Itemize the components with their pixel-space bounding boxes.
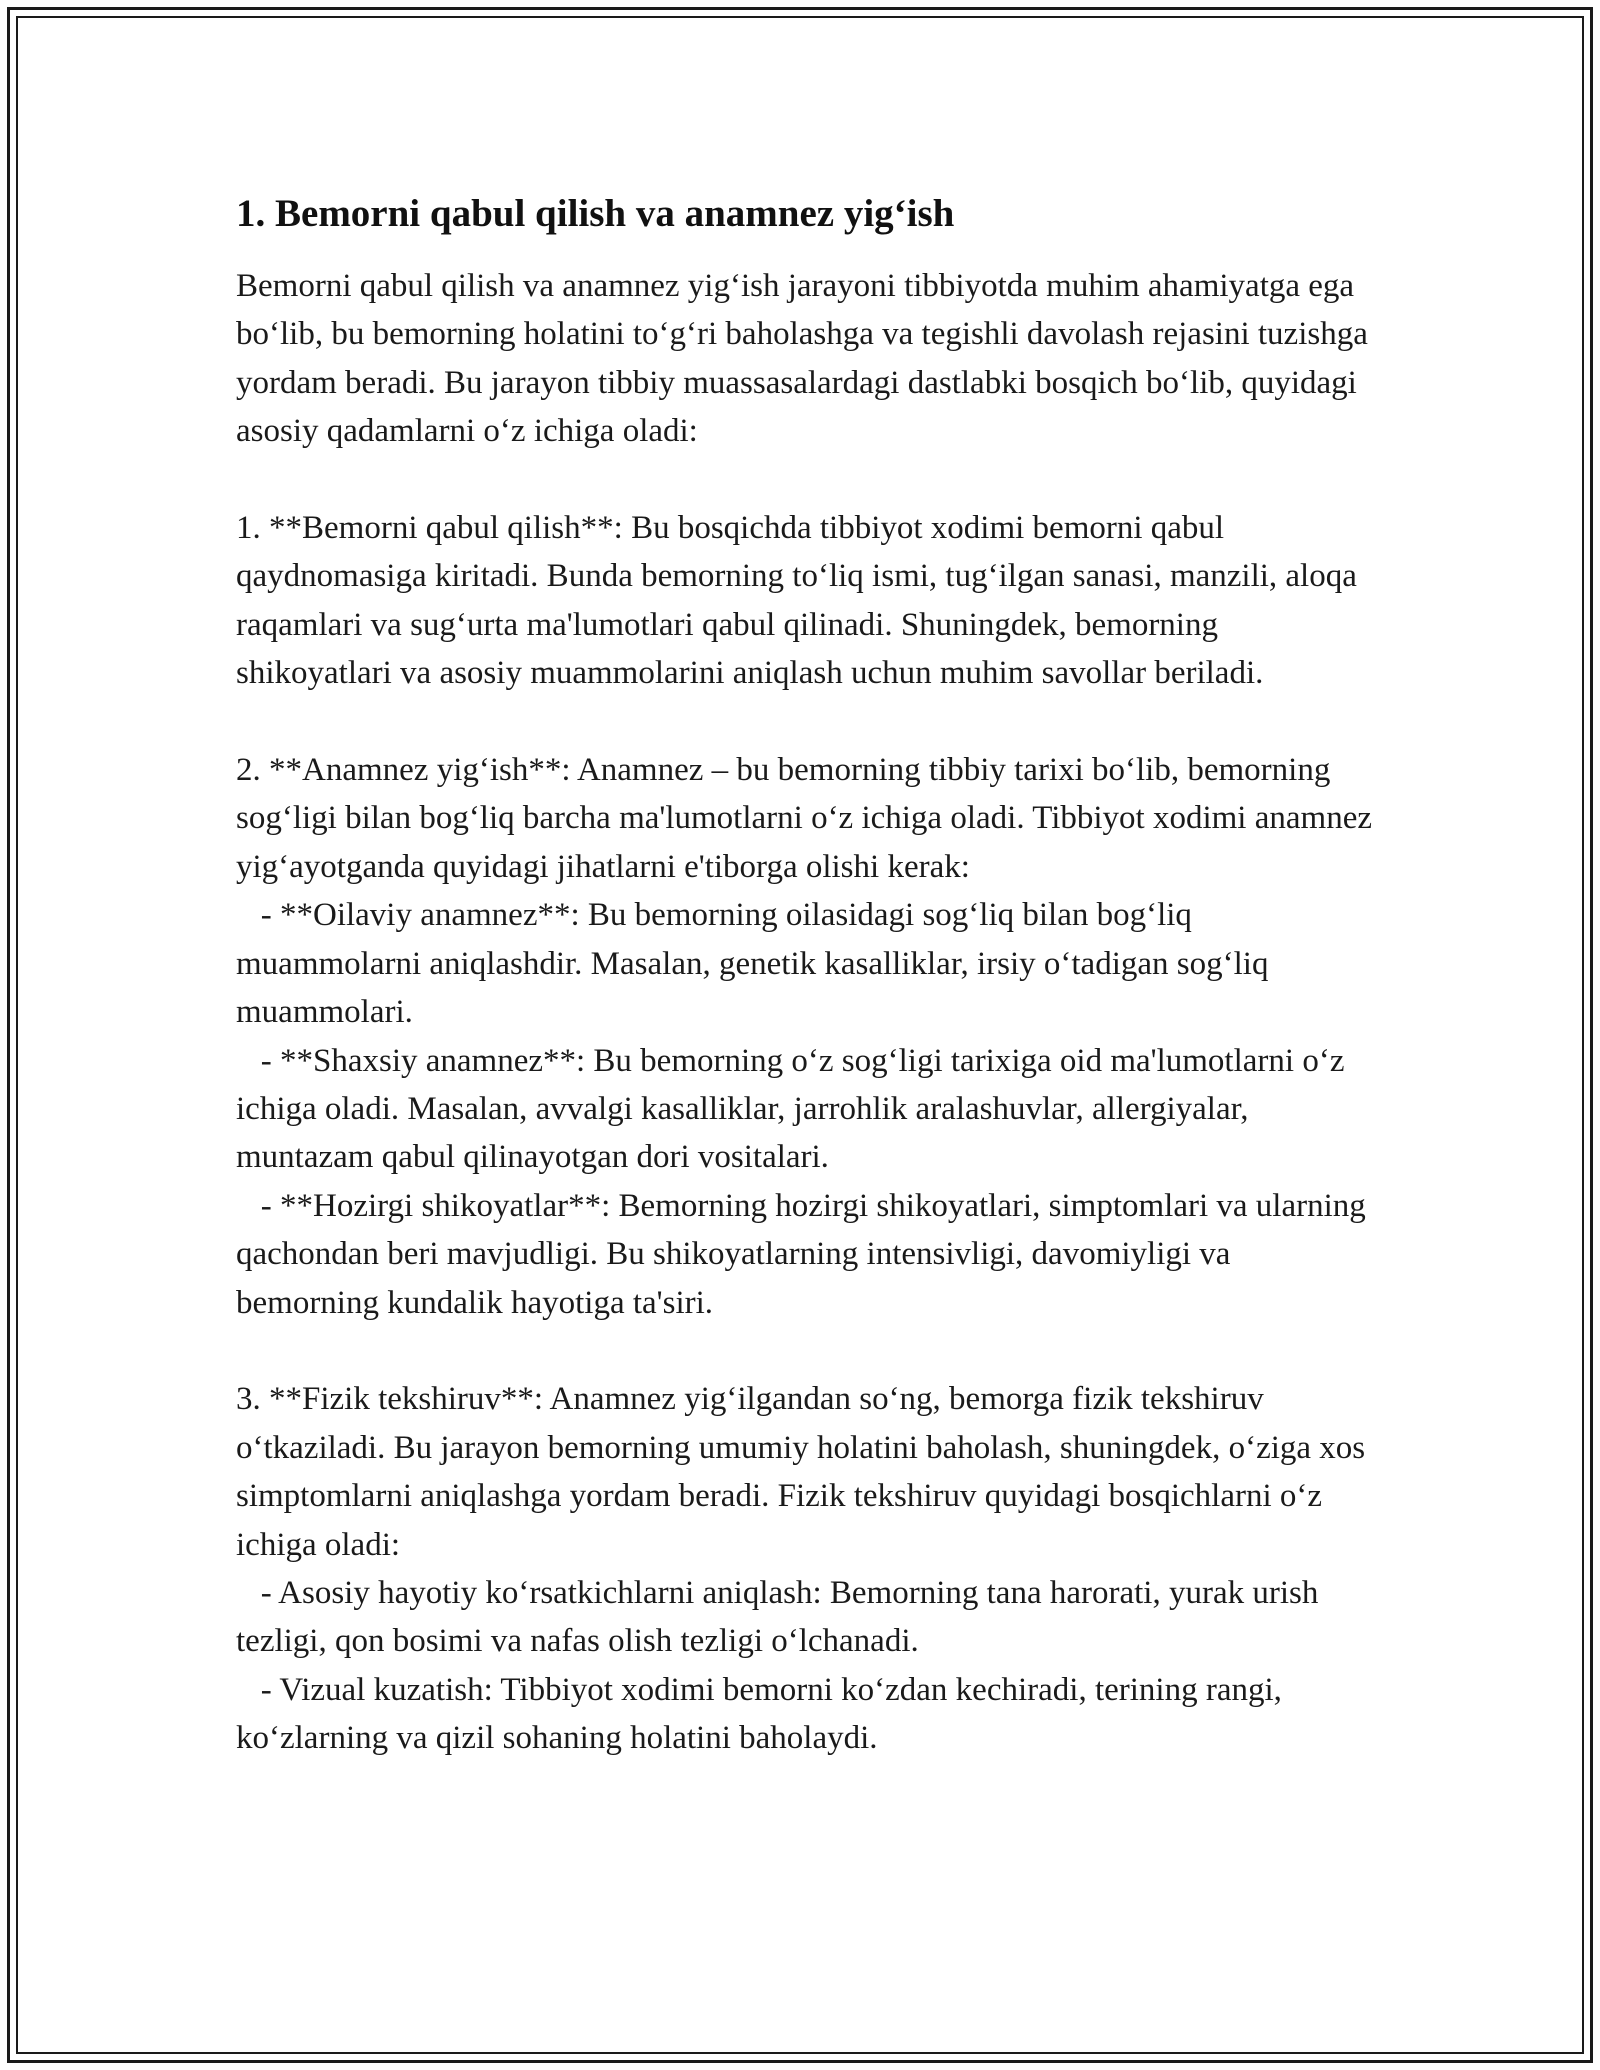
document-content [236,188,1376,1763]
section-heading: 1. Bemorni qabul qilish va anamnez yig‘ish [236,192,955,235]
section-body-text: Bemorni qabul qilish va anamnez yig‘ish jarayoni tibbiyotda muhim ahamiyatga ega bo‘lib, bu bemorning holatini to‘g‘ri baholashga va tegishli davolash rejasini tuzishga yordam beradi. Bu jarayon tibbiy muassasalardagi dastlabki bosqich bo‘lib, quyidagi asosiy qadamlarni o‘z ichiga oladi: 1. **Bemorni qabul qilish**: Bu bosqichda tibbiyot xodimi bemorni qabul qaydnomasiga kiritadi. Bunda bemorning to‘liq ismi, tug‘ilgan sanasi, manzili, aloqa raqamlari va sug‘urta ma'lumotlari qabul qilinadi. Shuningdek, bemorning shikoyatlari va asosiy muammolarini aniqlash uchun muhim savollar beriladi. 2. **Anamnez yig‘ish**: Anamnez – bu bemorning tibbiy tarixi bo‘lib, bemorning sog‘ligi bilan bog‘liq barcha ma'lumotlarni o‘z ichiga oladi. Tibbiyot xodimi anamnez yig‘ayotganda quyidagi jihatlarni e'tiborga olishi kerak: - **Oilaviy anamnez**: Bu bemorning oilasidagi sog‘liq bilan bog‘liq muammolarni aniqlashdir. Masalan, genetik kasalliklar, irsiy o‘tadigan sog‘liq muammolari. - **Shaxsiy anamnez**: Bu bemorning o‘z sog‘ligi tarixiga oid ma'lumotlarni o‘z ichiga oladi. Masalan, avvalgi kasalliklar, jarrohlik aralashuvlar, allergiyalar, muntazam qabul qilinayotgan dori vositalari. - **Hozirgi shikoyatlar**: Bemorning hozirgi shikoyatlari, simptomlari va ularning qachondan beri mavjudligi. Bu shikoyatlarning intensivligi, davomiyligi va bemorning kundalik hayotiga ta'siri. 3. **Fizik tekshiruv**: Anamnez yig‘ilgandan so‘ng, bemorga fizik tekshiruv o‘tkaziladi. Bu jarayon bemorning umumiy holatini baholash, shuningdek, o‘ziga xos simptomlarni aniqlashga yordam beradi. Fizik tekshiruv quyidagi bosqichlarni o‘z ichiga oladi: - Asosiy hayotiy ko‘rsatkichlarni aniqlash: Bemorning tana harorati, yurak urish tezligi, qon bosimi va nafas olish tezligi o‘lchanadi. - Vizual kuzatish: Tibbiyot xodimi bemorni ko‘zdan kechiradi, terining rangi, ko‘zlarning va qizil sohaning holatini baholaydi. [236,268,1372,1757]
